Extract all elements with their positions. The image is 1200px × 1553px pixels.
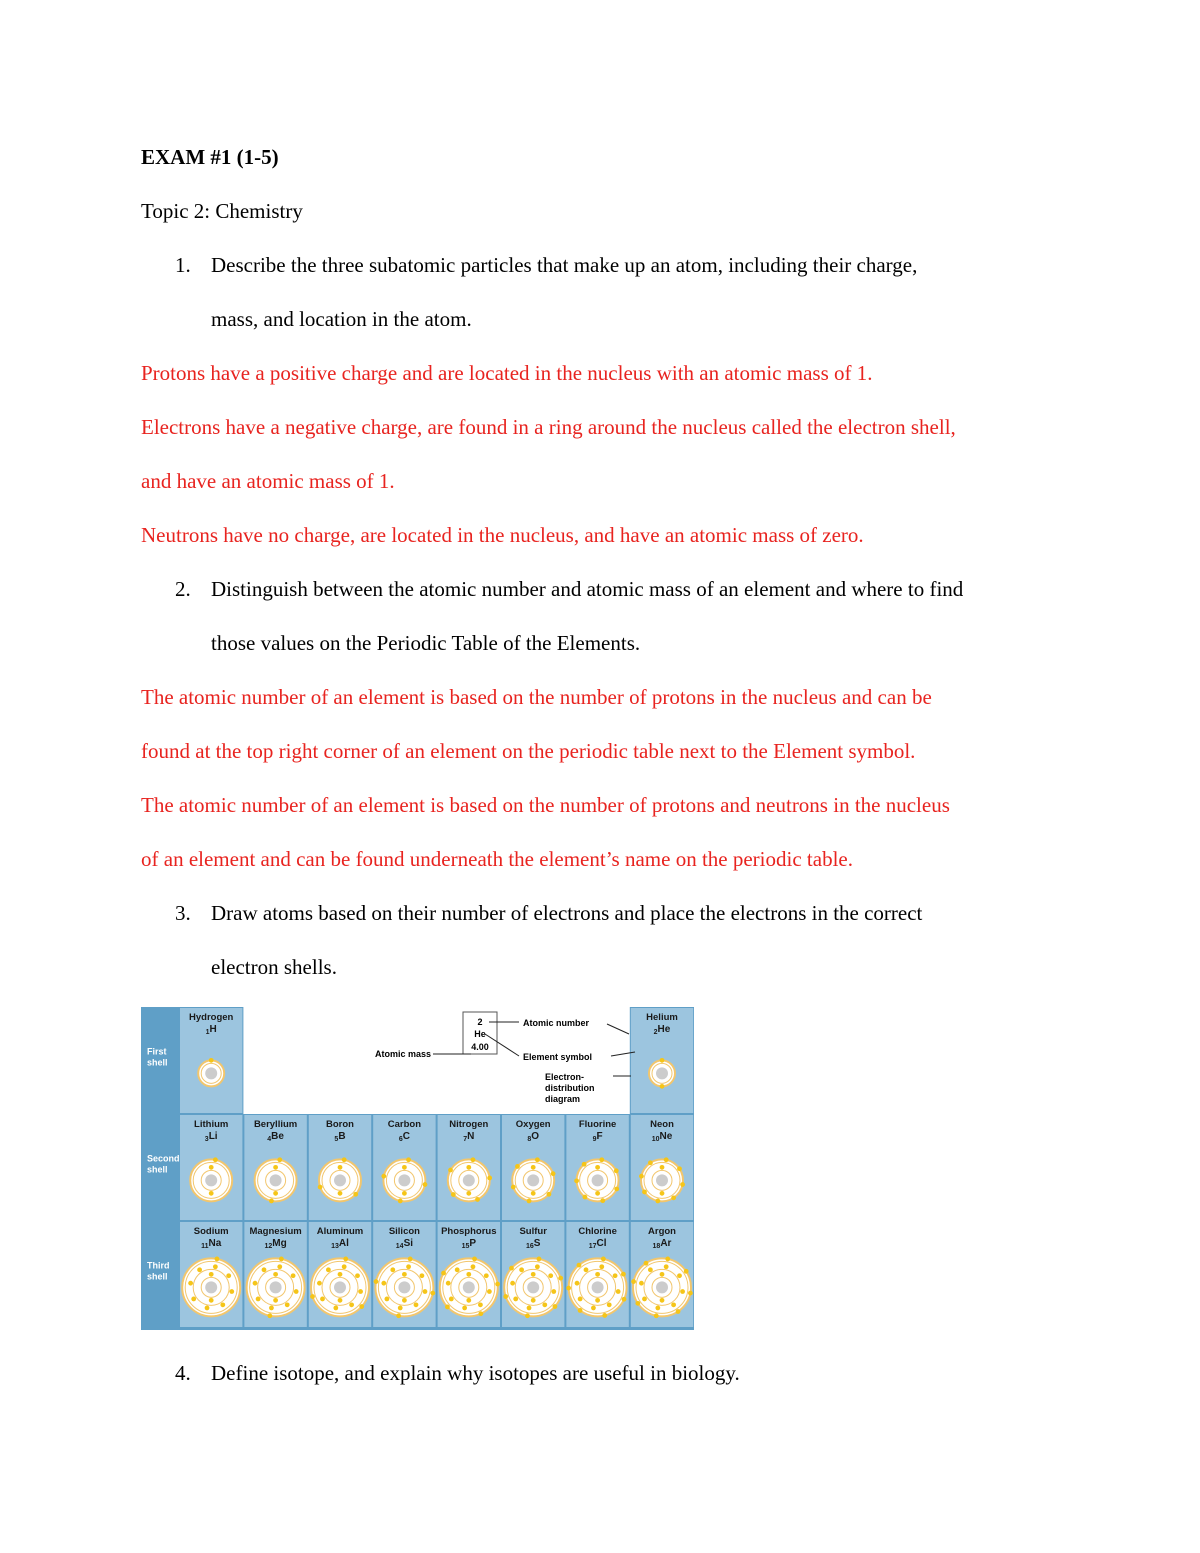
electron [655,1306,660,1311]
electron [537,1257,542,1262]
nucleus [398,1174,410,1186]
electron [680,1182,685,1187]
shell-label: Second [147,1153,180,1164]
element-name: Argon [648,1226,676,1237]
electron [256,1297,261,1302]
element-cell-hydrogen [180,1008,242,1113]
element-name: Silicon [388,1226,420,1237]
electron [519,1267,524,1272]
question-1-number: 1. [175,253,191,277]
electron [402,1191,407,1196]
atomic-number: 7 [463,1136,468,1143]
electron [487,1176,492,1181]
electron [358,1289,363,1294]
electron [639,1174,644,1179]
electron [595,1165,600,1170]
electron [660,1298,665,1303]
electron [466,1165,471,1170]
electron [262,1267,267,1272]
electron [487,1289,492,1294]
key-symbol: He [474,1029,486,1039]
electron [584,1267,589,1272]
electron [343,1257,348,1262]
element-cell-lithium [180,1115,242,1220]
electron [515,1164,520,1169]
element-name: Neon [650,1119,674,1130]
electron [478,1311,483,1316]
electron [535,1264,540,1269]
symbol-text: Li [208,1131,218,1142]
atomic-number: 12 [264,1243,273,1250]
element-cell-chlorine [566,1222,629,1327]
electron [639,1281,644,1286]
electron [599,1264,604,1269]
symbol-text: Mg [272,1238,287,1249]
electron [535,1157,540,1162]
answer-1-line-4: Neutrons have no charge, are located in the nucleus, and have an atomic mass of zero. [141,523,864,547]
nucleus [656,1174,668,1186]
element-name: Helium [646,1012,678,1023]
electron [677,1166,682,1171]
shell-label: Third [147,1260,170,1271]
electron [215,1257,220,1262]
electron [209,1191,214,1196]
nucleus [398,1281,410,1293]
electron [616,1289,621,1294]
electron [462,1306,467,1311]
diagram-label: Electron- [545,1072,585,1082]
element-name: Beryllium [253,1119,298,1130]
symbol-text: B [338,1131,346,1142]
electron [648,1160,653,1165]
question-2-line-2: those values on the Periodic Table of the Elements. [211,631,641,655]
atomic-number: 3 [204,1136,209,1143]
electron [578,1297,583,1302]
electron [575,1281,580,1286]
electron [338,1191,343,1196]
electron [531,1272,536,1277]
element-cell-neon [631,1115,693,1220]
electron [209,1298,214,1303]
electron [542,1302,547,1307]
atomic-number: 13 [331,1243,339,1250]
shell-label: shell [147,1057,168,1068]
electron [338,1165,343,1170]
electron [648,1267,653,1272]
electron [655,1199,660,1204]
electron [665,1257,670,1262]
answer-1-line-2: Electrons have a negative charge, are found in a ring around the nucleus called the electron shell, [141,415,956,439]
nucleus [463,1281,475,1293]
electron [688,1291,693,1296]
electron [664,1264,669,1269]
atomic-number: 15 [461,1243,470,1250]
key-mass: 4.00 [471,1042,489,1052]
electron [197,1267,202,1272]
nucleus [334,1174,346,1186]
electron [310,1294,315,1299]
element-cell-helium [631,1008,693,1113]
symbol-text: S [533,1238,541,1249]
electron [451,1192,456,1197]
electron [390,1267,395,1272]
electron [527,1306,532,1311]
electron [384,1297,389,1302]
electron [631,1279,636,1284]
electron [553,1304,558,1309]
element-symbol-label: Element symbol [523,1052,593,1062]
nucleus [656,1067,668,1079]
electron [269,1306,274,1311]
electron [466,1298,471,1303]
electron [566,1286,571,1291]
electron [621,1272,626,1277]
symbol-text: C [402,1131,410,1142]
electron [671,1195,676,1200]
symbol-text: He [657,1024,671,1035]
electron [226,1273,231,1278]
atomic-number: 9 [592,1136,597,1143]
electron [318,1185,323,1190]
symbol-text: N [467,1131,475,1142]
electron [551,1289,556,1294]
electron [664,1157,669,1162]
answer-2-line-1: The atomic number of an element is based on the number of protons in the nucleus and can be [141,685,932,709]
electron [607,1302,612,1307]
question-3-line-2: electron shells. [211,955,337,979]
symbol-text: H [209,1024,217,1035]
electron [209,1165,214,1170]
electron [471,1264,476,1269]
answer-2-line-2: found at the top right corner of an element on the periodic table next to the Element symbol. [141,739,916,763]
electron [455,1267,460,1272]
electron [527,1199,532,1204]
atomic-number: 6 [398,1136,403,1143]
electron [660,1058,665,1063]
electron [277,1157,282,1162]
nucleus [205,1174,217,1186]
electron [381,1281,386,1286]
nucleus [592,1174,604,1186]
element-name: Lithium [194,1119,229,1130]
element-name: Phosphorus [441,1226,497,1237]
electron [583,1195,588,1200]
electron [209,1272,214,1277]
electron [406,1157,411,1162]
question-4-line-1: Define isotope, and explain why isotopes are useful in biology. [211,1361,740,1385]
nucleus [463,1174,475,1186]
electron [472,1257,477,1262]
nucleus [205,1067,217,1079]
electron [446,1281,451,1286]
electron [531,1298,536,1303]
element-cell-magnesium [244,1222,306,1327]
element-name: Boron [326,1119,354,1130]
electron [595,1191,600,1196]
electron [684,1269,689,1274]
electron [591,1306,596,1311]
atomic-number: 18 [652,1243,661,1250]
electron [577,1263,582,1268]
question-3-number: 3. [175,901,191,925]
electron [495,1282,500,1287]
electron [338,1272,343,1277]
question-2-number: 2. [175,577,191,601]
atomic-number: 17 [588,1243,597,1250]
electron [484,1273,489,1278]
shell-label: shell [147,1271,168,1282]
electron [423,1182,428,1187]
symbol-text: Ar [660,1238,672,1249]
element-name: Magnesium [249,1226,302,1237]
atomic-number: 14 [395,1243,404,1250]
nucleus [270,1174,282,1186]
electron [273,1191,278,1196]
question-1-line-1: Describe the three subatomic particles that make up an atom, including their charge, [211,253,918,277]
element-cell-sodium [180,1222,242,1327]
element-cell-silicon [373,1222,435,1327]
element-name: Sulfur [519,1226,547,1237]
electron [338,1298,343,1303]
electron [285,1302,290,1307]
electron [614,1168,619,1173]
electron [273,1298,278,1303]
electron [599,1157,604,1162]
electron [205,1306,210,1311]
question-3-line-1: Draw atoms based on their number of electrons and place the electrons in the correct [211,901,923,925]
electron [449,1297,454,1302]
electron [466,1272,471,1277]
electron [531,1191,536,1196]
electron [613,1273,618,1278]
element-cell-nitrogen [438,1115,500,1220]
atomic-number: 11 [201,1243,209,1250]
element-cell-aluminum [309,1222,371,1327]
question-2-line-1: Distinguish between the atomic number and atomic mass of an element and where to find [211,577,964,601]
symbol-text: Ne [659,1131,673,1142]
electron [509,1266,514,1271]
answer-1-line-1: Protons have a positive charge and are located in the nucleus with an atomic mass of 1. [141,361,873,385]
electron [398,1199,403,1204]
electron [614,1187,619,1192]
electron [582,1162,587,1167]
element-cell-phosphorus [438,1222,500,1327]
electron [213,1264,218,1269]
electron [408,1257,413,1262]
electron [595,1272,600,1277]
electron [333,1306,338,1311]
electron [229,1289,234,1294]
electron [320,1297,325,1302]
element-cell-fluorine [566,1115,628,1220]
electron [279,1257,284,1262]
symbol-text: Al [338,1238,349,1249]
electron [402,1165,407,1170]
shell-label: shell [147,1164,168,1175]
symbol-text: Be [271,1131,284,1142]
diagram-label: distribution [545,1083,595,1093]
electron [660,1272,665,1277]
element-name: Aluminum [316,1226,364,1237]
electron [660,1084,665,1089]
nucleus [656,1281,668,1293]
atomic-number: 2 [653,1029,658,1036]
electron [406,1264,411,1269]
electron [445,1305,450,1310]
electron [430,1291,435,1296]
nucleus [527,1174,539,1186]
element-cell-carbon [373,1115,435,1220]
electron [396,1313,401,1318]
electron [551,1171,556,1176]
electron [547,1192,552,1197]
answer-2-line-4: of an element and can be found underneath the element’s name on the periodic table. [141,847,853,871]
element-cell-argon [631,1222,693,1327]
atomic-number: 8 [527,1136,532,1143]
electron [317,1281,322,1286]
question-1-line-2: mass, and location in the atom. [211,307,472,331]
element-name: Chlorine [578,1226,617,1237]
electron-shell-diagram [141,1007,694,1330]
element-name: Nitrogen [449,1119,489,1130]
electron [294,1289,299,1294]
electron [671,1302,676,1307]
answer-1-line-3: and have an atomic mass of 1. [141,469,395,493]
answer-2-line-3: The atomic number of an element is based on the number of protons and neutrons in the nucleus [141,793,950,817]
electron [466,1191,471,1196]
electron [188,1281,193,1286]
electron [478,1302,483,1307]
electron [267,1313,272,1318]
element-name: Sodium [193,1226,229,1237]
element-cell-beryllium [244,1115,306,1220]
electron [578,1308,583,1313]
electron [402,1272,407,1277]
electron [213,1157,218,1162]
electron [680,1289,685,1294]
electron [595,1298,600,1303]
electron [601,1257,606,1262]
element-cell-boron [309,1115,371,1220]
electron [253,1281,258,1286]
electron [273,1165,278,1170]
electron [548,1273,553,1278]
symbol-text: Si [403,1238,414,1249]
electron [622,1297,627,1302]
key-number: 2 [477,1017,483,1027]
electron [423,1289,428,1294]
nucleus [334,1281,346,1293]
atomic-number: 4 [267,1136,272,1143]
electron [342,1264,347,1269]
electron [359,1304,364,1309]
electron [273,1272,278,1277]
electron [349,1302,354,1307]
symbol-text: O [531,1131,540,1142]
electron [558,1276,563,1281]
element-name: Oxygen [515,1119,551,1130]
question-4-number: 4. [175,1361,191,1385]
electron [525,1313,530,1318]
element-name: Fluorine [578,1119,617,1130]
electron [660,1191,665,1196]
electron [353,1192,358,1197]
atomic-number: 16 [525,1243,534,1250]
atomic-number: 1 [205,1029,210,1036]
electron [355,1273,360,1278]
electron [448,1168,453,1173]
electron [471,1157,476,1162]
electron [191,1297,196,1302]
atomic-mass-label: Atomic mass [374,1049,431,1059]
electron [642,1297,647,1302]
electron [220,1302,225,1307]
electron [513,1297,518,1302]
electron [398,1306,403,1311]
electron [511,1185,516,1190]
electron [510,1281,515,1286]
symbol-text: Na [208,1238,222,1249]
element-name: Hydrogen [189,1012,234,1023]
element-name: Carbon [387,1119,422,1130]
element-cell-oxygen [502,1115,564,1220]
symbol-text: F [596,1131,603,1142]
symbol-text: Cl [596,1238,607,1249]
electron [531,1165,536,1170]
electron [420,1273,425,1278]
electron [602,1313,607,1318]
electron [644,1261,649,1266]
electron [677,1273,682,1278]
atomic-number-label: Atomic number [523,1018,590,1028]
element-cell-sulfur [502,1222,564,1327]
electron [635,1301,640,1306]
electron [574,1178,579,1183]
atomic-number: 10 [651,1136,660,1143]
atomic-number: 5 [334,1136,339,1143]
electron [209,1058,214,1063]
shell-label: First [147,1046,167,1057]
diagram-label: diagram [545,1094,581,1104]
electron [402,1298,407,1303]
nucleus [527,1281,539,1293]
electron [642,1190,647,1195]
electron [600,1198,605,1203]
electron [277,1264,282,1269]
electron [654,1313,659,1318]
exam-title: EXAM #1 (1-5) [141,145,279,169]
electron [475,1197,480,1202]
electron [269,1199,274,1204]
electron [342,1157,347,1162]
nucleus [205,1281,217,1293]
electron [676,1309,681,1314]
electron [381,1174,386,1179]
electron [660,1165,665,1170]
electron [414,1302,419,1307]
electron [291,1273,296,1278]
electron [441,1271,446,1276]
nucleus [270,1281,282,1293]
electron [326,1267,331,1272]
electron [374,1279,379,1284]
topic-heading: Topic 2: Chemistry [141,199,303,223]
symbol-text: P [469,1238,477,1249]
electron [503,1294,508,1299]
nucleus [592,1281,604,1293]
